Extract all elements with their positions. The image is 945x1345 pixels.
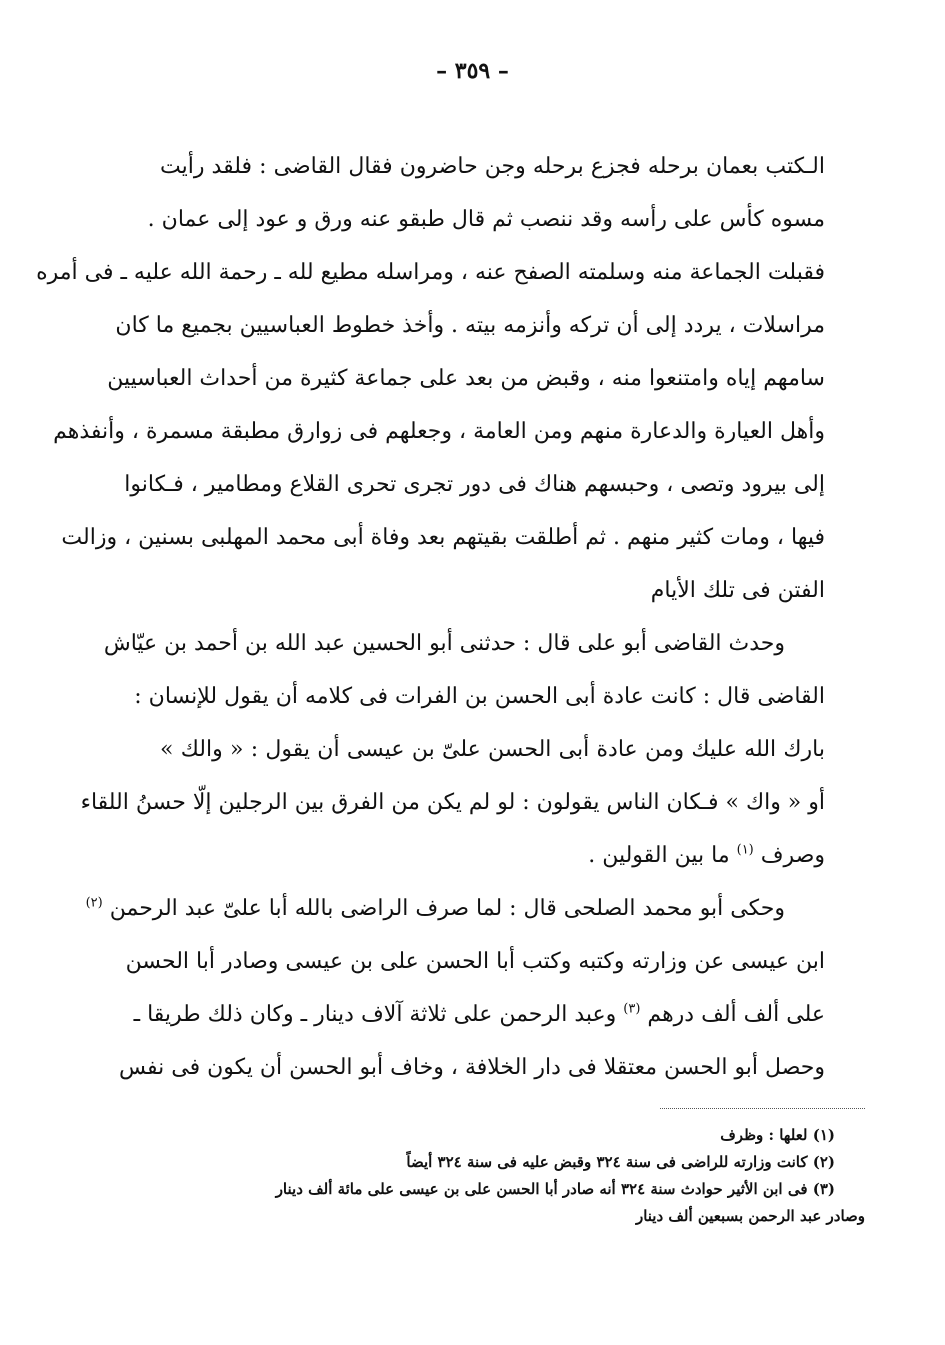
- text-line: فقبلت الجماعة منه وسلمته الصفح عنه ، ومراسله مطيع لله ـ رحمة الله عليه ـ فى أمره: [36, 260, 825, 285]
- text-line: [160, 829, 825, 882]
- text-line: الـكتب بعمان برحله فجزع برحله وجن حاضرون فقال القاضى : فلقد رأيت: [160, 154, 825, 179]
- text-fragment: على ألف ألف درهم: [647, 1002, 825, 1027]
- footnote-2: (٢) كانت وزارته للراضى فى سنة ٣٢٤ وقبض عليه فى سنة ٣٢٤ أيضاً: [406, 1153, 835, 1171]
- text-line: وحدث القاضى أبو على قال : حدثنى أبو الحسين عبد الله بن أحمد بن عيّاش: [103, 631, 785, 656]
- text-line: الفتن فى تلك الأيام: [650, 578, 825, 603]
- text-line: وحصل أبو الحسن معتقلا فى دار الخلافة ، وخاف أبو الحسن أن يكون فى نفس: [118, 1055, 825, 1080]
- text-line: القاضى قال : كانت عادة أبى الحسن بن الفرات فى كلامه أن يقول للإنسان :: [134, 684, 825, 709]
- footnote-1: (١) لعلها : وظرف: [720, 1126, 835, 1144]
- text-fragment: وصرف: [760, 843, 825, 868]
- main-text: [36, 140, 825, 1094]
- footnote-separator: [660, 1108, 865, 1109]
- footnote-marker-2: (٢): [85, 895, 103, 911]
- footnote-marker-1: (١): [736, 842, 754, 858]
- text-line: مسوه كأس على رأسه وقد ننصب ثم قال طبقو عنه ورق و عود إلى عمان .: [147, 207, 825, 232]
- text-line: أو « واك » فـكان الناس يقولون : لو لم يكن من الفرق بين الرجلين إلّا حسنُ اللقاء: [80, 790, 825, 815]
- footnote-3: (٣) فى ابن الأثير حوادث سنة ٣٢٤ أنه صادر أبا الحسن على بن عيسى على مائة ألف دينار: [275, 1180, 835, 1198]
- text-line: وأهل العيارة والدعارة منهم ومن العامة ، وجعلهم فى زوارق مطبقة مسمرة ، وأنفذهم: [53, 419, 825, 444]
- footnote-marker-3: (٣): [623, 1001, 641, 1017]
- text-line: بارك الله عليك ومن عادة أبى الحسن علىّ بن عيسى أن يقول : « والك »: [160, 737, 825, 762]
- text-fragment: وحكى أبو محمد الصلحى قال : لما صرف الراضى بالله أبا علىّ عبد الرحمن: [109, 896, 785, 921]
- footnote-3-continued: وصادر عبد الرحمن بسبعين ألف دينار: [635, 1207, 865, 1225]
- text-fragment: ما بين القولين .: [588, 843, 730, 868]
- page-number: – ٣٥٩ –: [436, 58, 509, 84]
- text-line: سامهم إياه وامتنعوا منه ، وقبض من بعد على جماعة كثيرة من أحداث العباسيين: [107, 366, 825, 391]
- text-line: إلى بيرود وتصى ، وحبسهم هناك فى دور تجرى تحرى القلاع ومطامير ، فـكانوا: [124, 472, 825, 497]
- text-line: ابن عيسى عن وزارته وكتبه وكتب أبا الحسن على بن عيسى وصادر أبا الحسن: [125, 949, 825, 974]
- text-line: فيها ، ومات كثير منهم . ثم أطلقت بقيتهم بعد وفاة أبى محمد المهلبى بسنين ، وزالت: [61, 525, 825, 550]
- text-line: [85, 882, 825, 935]
- text-line: [133, 988, 825, 1041]
- footnotes: [160, 1122, 865, 1230]
- text-fragment: وعبد الرحمن على ثلاثة آلاف دينار ـ وكان ذلك طريقا ـ: [133, 1002, 617, 1027]
- text-line: مراسلات ، يردد إلى أن تركه وأنزمه بيته . وأخذ خطوط العباسيين بجميع ما كان: [115, 313, 825, 338]
